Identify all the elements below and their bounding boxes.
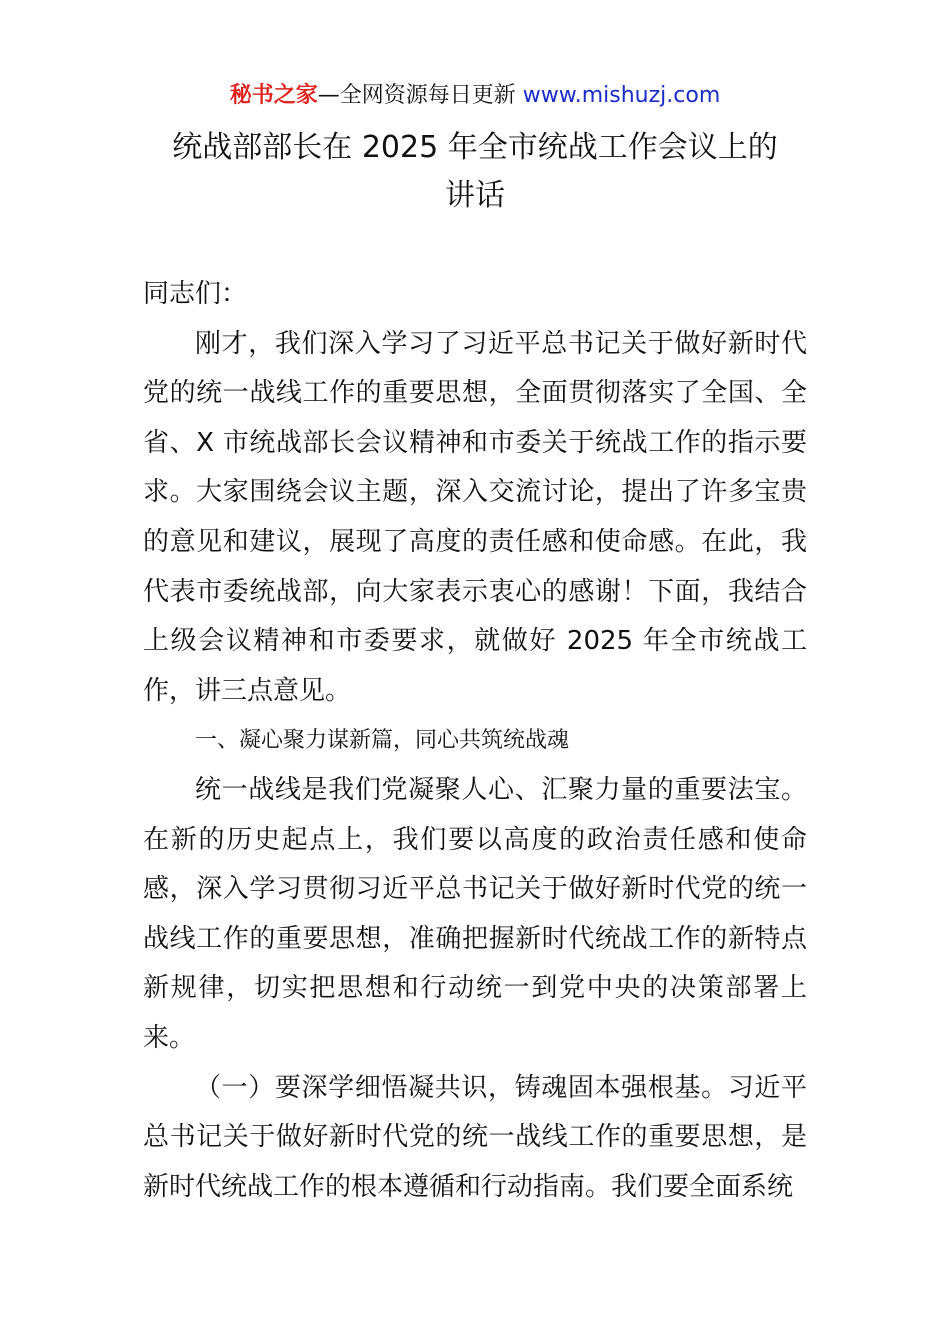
title-line-2: 讲话 — [445, 178, 505, 213]
section-heading-1: 一、凝心聚力谋新篇，同心共筑统战魂 — [195, 728, 570, 754]
site-url-link[interactable]: www.mishuzj.com — [522, 83, 721, 108]
paragraph-intro: 刚才，我们深入学习了习近平总书记关于做好新时代党的统一战线工作的重要思想，全面贯彻落实了全国、全省、X 市统战部长会议精神和市委关于统战工作的指示要求。大家围绕会议主题，深入交流讨论，提出了许多宝贵的意见和建议，展现了高度的责任感和使命感。在此，我代表市委统战部，向大家表示衷心的感谢！下面，我结合上级会议精神和市委要求，就做好 2025 年全市统战工作，讲三点意见。 — [143, 328, 807, 706]
document-title — [140, 124, 810, 220]
salutation: 同志们： — [143, 279, 248, 309]
paragraph-section-1: 统一战线是我们党凝聚人心、汇聚力量的重要法宝。在新的历史起点上，我们要以高度的政治责任感和使命感，深入学习贯彻习近平总书记关于做好新时代党的统一战线工作的重要思想，准确把握新时代统战工作的新特点新规律，切实把思想和行动统一到党中央的决策部署上来。 — [143, 774, 807, 1053]
title-line-1: 统战部部长在 2025 年全市统战工作会议上的 — [172, 130, 778, 165]
document-body — [143, 270, 807, 1212]
site-tagline: —全网资源每日更新 — [317, 83, 516, 108]
site-header — [0, 80, 950, 112]
site-name: 秘书之家 — [229, 83, 318, 108]
paragraph-subsection-1: （一）要深学细悟凝共识，铸魂固本强根基。习近平总书记关于做好新时代党的统一战线工作的重要思想，是新时代统战工作的根本遵循和行动指南。我们要全面系统 — [143, 1072, 807, 1202]
